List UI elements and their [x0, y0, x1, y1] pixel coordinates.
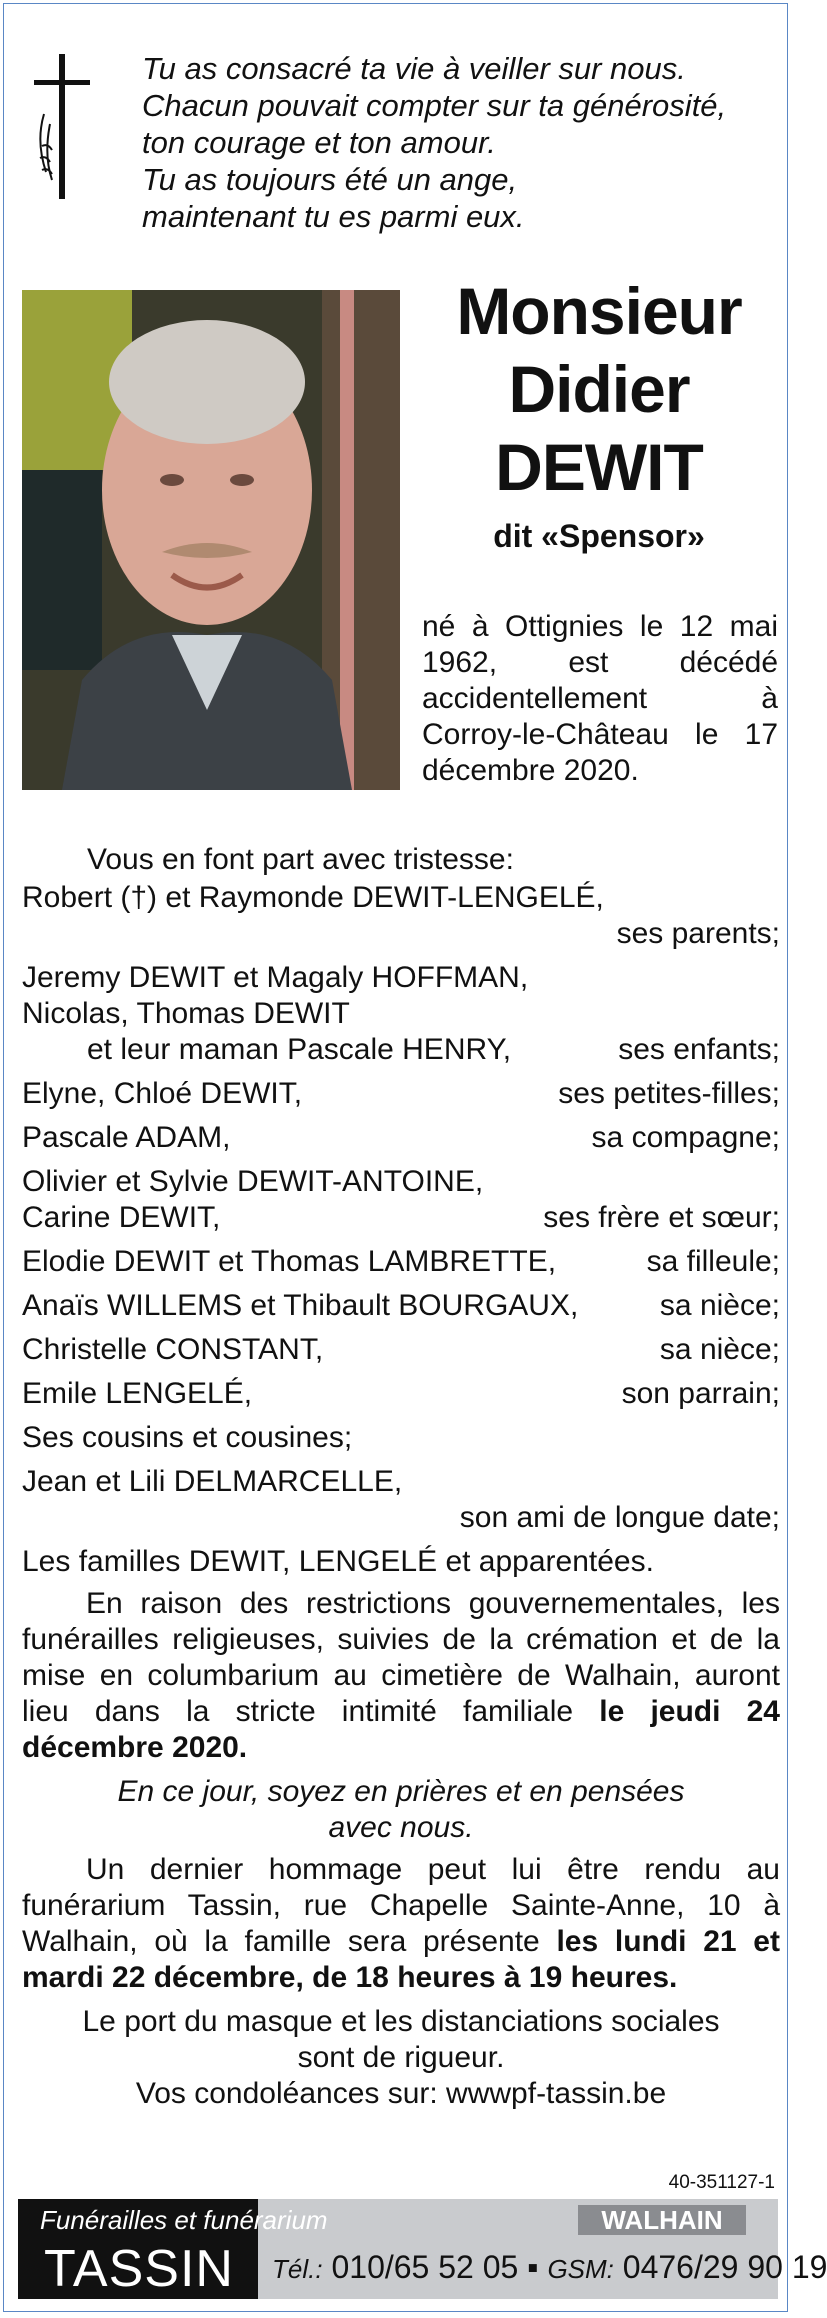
family-row: [22, 1200, 780, 1236]
family-relation: ses petites-filles;: [558, 1077, 780, 1110]
obituary-notice: [3, 3, 827, 2312]
ceremony-text: En raison des restrictions gouvernementales, les funérailles religieuses, suivies de la crémation et de la mise en columbarium au cimetière de Walhain, auront lieu dans la stricte intimité familiale: [22, 1587, 780, 1728]
family-row: [22, 1032, 780, 1068]
family-relation: sa nièce;: [659, 1289, 780, 1322]
family-names: Robert (†) et Raymonde DEWIT-LENGELÉ,: [22, 881, 604, 914]
family-names: Carine DEWIT,: [22, 1201, 221, 1234]
cross-icon: [32, 54, 92, 199]
banner-phones: [272, 2249, 827, 2286]
ceremony-paragraph: [22, 1586, 780, 1766]
family-relation: sa filleule;: [646, 1245, 780, 1278]
first-name: Didier: [508, 352, 690, 426]
tribute-paragraph: [22, 1852, 780, 1996]
banner-tagline: Funérailles et funérarium: [40, 2205, 328, 2235]
title: Monsieur: [456, 274, 742, 348]
family-row: [22, 1288, 780, 1324]
announcement-body: [22, 842, 780, 2112]
family-relation: ses parents;: [616, 917, 780, 950]
family-names: Anaïs WILLEMS et Thibault BOURGAUX,: [22, 1289, 579, 1322]
intro: Vous en font part avec tristesse:: [87, 843, 514, 876]
family-row: [22, 1244, 780, 1280]
tel-number: 010/65 52 05: [331, 2249, 519, 2285]
family-names: Nicolas, Thomas DEWIT: [22, 997, 350, 1030]
portrait-photo: [22, 290, 400, 790]
family-names: Emile LENGELÉ,: [22, 1377, 253, 1410]
tribute-dates: les lundi 21 et mardi 22 décembre, de 18 heures à 19 heures.: [22, 1925, 780, 1994]
family-relation: sa compagne;: [591, 1121, 780, 1154]
family-relation: ses frère et sœur;: [543, 1201, 780, 1234]
condolences-line: Vos condoléances sur: wwwpf-tassin.be: [135, 2077, 667, 2110]
gsm-label: GSM:: [547, 2254, 614, 2284]
family-row: [22, 1376, 780, 1412]
gsm-number: 0476/29 90 19: [622, 2249, 827, 2285]
family-names: Jeremy DEWIT et Magaly HOFFMAN,: [22, 961, 529, 994]
poem: [142, 50, 782, 235]
family-names: Pascale ADAM,: [22, 1121, 231, 1154]
birth-death-text: né à Ottignies le 12 mai 1962, est décédé accidentellement à Corroy-le-Château le 17 décembre 2020.: [422, 610, 778, 787]
deceased-name: [414, 272, 784, 555]
family-row: [22, 1120, 780, 1156]
family-names: Olivier et Sylvie DEWIT-ANTOINE,: [22, 1165, 484, 1198]
tribute-text: Un dernier hommage peut lui être rendu au funérarium Tassin, rue Chapelle Sainte-Anne, 10 à Walhain, où la famille sera présente: [22, 1853, 780, 1958]
poem-line: maintenant tu es parmi eux.: [142, 199, 525, 234]
poem-line: ton courage et ton amour.: [142, 125, 496, 160]
tel-label: Tél.:: [272, 2254, 323, 2284]
family-relation: son parrain;: [621, 1377, 780, 1410]
nickname: dit «Spensor»: [493, 518, 705, 554]
reference-number: 40-351127-1: [668, 2172, 775, 2193]
family-names: Ses cousins et cousines;: [22, 1421, 353, 1454]
family-names: et leur maman Pascale HENRY,: [87, 1033, 512, 1066]
family-names: Les familles DEWIT, LENGELÉ et apparentées.: [22, 1545, 654, 1578]
last-name: DEWIT: [495, 430, 703, 504]
family-names: Elyne, Chloé DEWIT,: [22, 1077, 303, 1110]
mask-line: Le port du masque et les distanciations sociales: [82, 2005, 720, 2038]
funeral-home-banner: [18, 2199, 827, 2299]
family-relation: sa nièce;: [659, 1333, 780, 1366]
family-row: [22, 1332, 780, 1368]
family-names: Jean et Lili DELMARCELLE,: [22, 1465, 403, 1498]
family-relation: ses enfants;: [618, 1033, 780, 1066]
prayer-line: avec nous.: [328, 1811, 474, 1844]
family-names: Christelle CONSTANT,: [22, 1333, 324, 1366]
banner-town: WALHAIN: [578, 2205, 746, 2235]
poem-line: Tu as toujours été un ange,: [142, 162, 518, 197]
family-row: [22, 1076, 780, 1112]
mask-line: sont de rigueur.: [297, 2041, 505, 2074]
separator: ▪: [527, 2249, 539, 2285]
family-relation: son ami de longue date;: [459, 1501, 780, 1534]
banner-brand: TASSIN: [44, 2240, 234, 2298]
ceremony-date: le jeudi 24 décembre 2020.: [22, 1695, 780, 1764]
poem-line: Tu as consacré ta vie à veiller sur nous.: [142, 51, 686, 86]
poem-line: Chacun pouvait compter sur ta générosité,: [142, 88, 727, 123]
family-names: Elodie DEWIT et Thomas LAMBRETTE,: [22, 1245, 557, 1278]
prayer-line: En ce jour, soyez en prières et en pensées: [117, 1775, 685, 1808]
